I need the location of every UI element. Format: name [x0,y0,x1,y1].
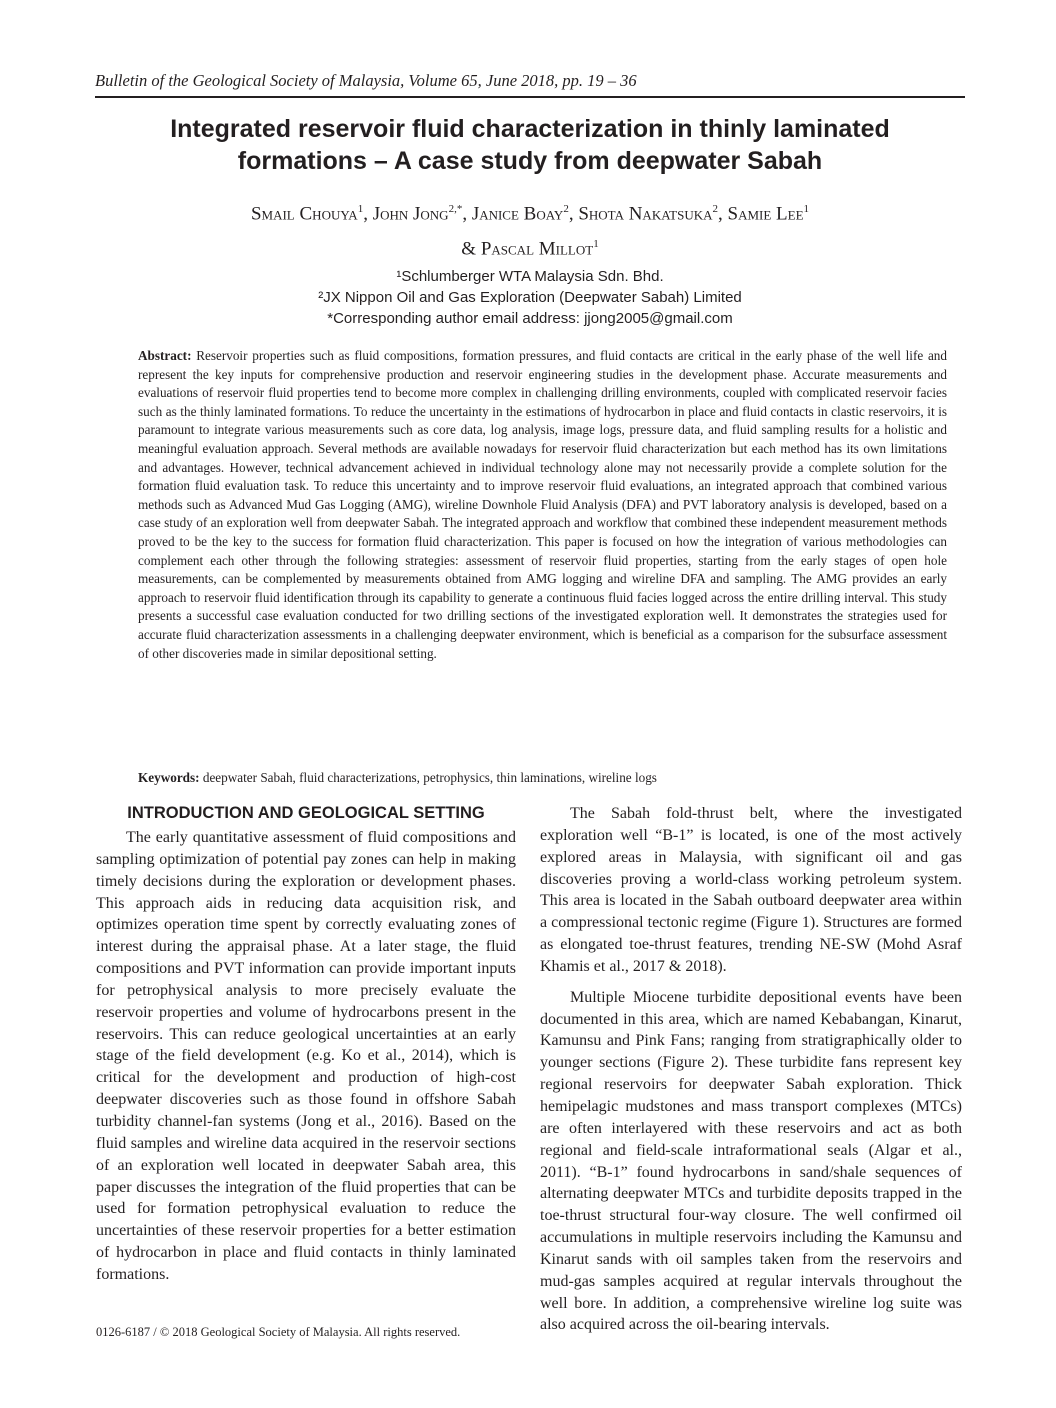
author-name: Smail Chouya [250,203,358,225]
author-separator: , [718,203,728,225]
author-affiliation-mark: 1 [593,238,599,251]
keywords-label: Keywords: [138,770,200,785]
author-name: Samie Lee [727,203,804,225]
section-heading-introduction: INTRODUCTION AND GEOLOGICAL SETTING [127,804,485,822]
author-separator: , [363,203,373,225]
paper-title [110,113,950,177]
author-affiliation-mark: 2,* [448,203,463,215]
journal-header: Bulletin of the Geological Society of Malaysia, Volume 65, June 2018, pp. 19 – 36 [95,71,637,90]
keywords-text: deepwater Sabah, fluid characterizations, petrophysics, thin laminations, wireline logs [202,770,657,785]
author-affiliation-mark: 2 [563,203,569,215]
affiliation-1: ¹Schlumberger WTA Malaysia Sdn. Bhd. [396,268,664,285]
header-rule [95,96,965,98]
geology-paragraph-1: The Sabah fold-thrust belt, where the investigated exploration well “B-1” is located, is one of the most actively explored areas in Malaysia, with significant oil and gas discoveries proving a world-class working petroleum system. This area is located in the Sabah outboard deepwater area within a compressional tectonic regime (Figure 1). Structures are formed as elongated toe-thrust features, trending NE-SW (Mohd Asraf Khamis et al., 2017 & 2018). [540,805,962,975]
affiliation-2: ²JX Nippon Oil and Gas Exploration (Deepwater Sabah) Limited [318,289,742,306]
author-affiliation-mark: 1 [803,203,810,215]
author-separator: , [568,203,579,225]
affiliations [110,266,950,329]
intro-paragraph-1: The early quantitative assessment of fluid compositions and sampling optimization of potential pay zones can help in making timely decisions during the exploration or development phases. This approach aids in reducing data acquisition risk, and optimizes operation time spent by correctly evaluating zones of interest during the appraisal phase. At a later stage, the fluid compositions and PVT information can provide important inputs for petrophysical analysis to more precisely evaluate the reservoir properties and volume of hydrocarbons present in the reservoirs. This can reduce geological uncertainties at an early stage of the field development (e.g. Ko et al., 2014), which is critical for the development and production of high-cost deepwater discoveries such as those found in offshore Sabah turbidity channel-fan systems (Jong et al., 2016). Based on the fluid samples and wireline data acquired in the reservoir sections of an exploration well located in deepwater Sabah area, this paper discusses the integration of the fluid properties that can be used for formation petrophysical evaluation to reduce the uncertainties of these reservoir properties for a better estimation of hydrocarbon in place and fluid contacts in thinly laminated formations. [96,829,516,1283]
author-name: John Jong [372,203,449,225]
left-column [96,803,516,1286]
author-line-1 [110,194,950,229]
author-name: Janice Boay [471,203,564,225]
abstract [138,347,947,663]
author-affiliation-mark: 2 [712,203,718,215]
author-line-2 [110,229,950,264]
title-line-1: Integrated reservoir fluid characterization in thinly laminated [170,115,890,143]
author-list [110,194,950,265]
abstract-text: Reservoir properties such as fluid compositions, formation pressures, and fluid contacts are critical in the early phase of the well life and represent the key inputs for comprehensive production and reservoir engineering studies in the development phase. Accurate measurements and evaluations of reservoir fluid properties tend to become more complex in challenging drilling environments, coupled with complicated reservoir facies such as the thinly laminated formations. To reduce the uncertainty in the estimations of hydrocarbon in place and fluid contacts in clastic reservoirs, it is paramount to integrate various measurements such as core data, log analysis, image logs, pressure data, and fluid sampling results for a holistic and meaningful evaluation approach. Several methods are available nowadays for reservoir fluid characterization but each method has its own limitations and advantages. However, technical advancement achieved in individual technology alone may not necessarily provide a complete solution for the formation fluid evaluation task. To reduce this uncertainty and to improve reservoir fluid evaluations, an integrated approach that combined various methods such as Advanced Mud Gas Logging (AMG), wireline Downhole Fluid Analysis (DFA) and PVT laboratory analysis is developed, based on a case study of an exploration well from deepwater Sabah. The integrated approach and workflow that combined these independent measurement methods proved to be the key to the success for formation fluid characterization. This paper is focused on how the integration of various methodologies can complement each other through the following strategies: assessment of reservoir fluid properties, starting from the early stages of open hole measurements, can be complemented by measurements obtained from AMG logging and wireline DFA and sampling. The AMG provides an early approach to reservoir fluid identification through its capability to generate a continuous fluid facies logged across the entire drilling interval. This study presents a successful case evaluation conducted for two drilling sections of the investigated exploration well. It demonstrates the strategies used for accurate fluid characterization assessments in a challenging deepwater environment, which is beneficial as a comparison for the subsurface assessment of other discoveries made in similar depositional setting. [138,348,947,661]
right-column [540,803,962,1336]
author-name: Shota Nakatsuka [578,203,713,225]
keywords [138,769,947,787]
geology-paragraph-2: Multiple Miocene turbidite depositional events have been documented in this area, which are named Kebabangan, Kinarut, Kamunsu and Pink Fans; ranging from stratigraphically older to younger sections (Figure 2). These turbidite fans represent key regional reservoirs for deepwater Sabah exploration. Thick hemipelagic mudstones and mass transport complexes (MTCs) are often interlayered with these reservoirs and act as both regional and field-scale intraformational seals (Algar et al., 2011). “B-1” found hydrocarbons in sand/shale sequences of alternating deepwater MTCs and turbidite deposits trapped in the toe-thrust structural four-way closure. The well confirmed oil accumulations in multiple reservoirs including the Kamunsu and Kinarut sands with oil samples taken from the reservoirs and mud-gas samples acquired at regular intervals throughout the well bore. In addition, a comprehensive wireline log suite was also acquired across the oil-bearing intervals. [540,988,962,1334]
copyright-notice: 0126-6187 / © 2018 Geological Society of Malaysia. All rights reserved. [96,1325,461,1339]
title-line-2: formations – A case study from deepwater Sabah [237,147,823,175]
author-separator: , [462,203,472,225]
author-affiliation-mark: 1 [357,203,364,215]
author-joiner: & [461,238,481,260]
corresponding-author: *Corresponding author email address: jjong2005@gmail.com [327,310,733,327]
author-name: Pascal Millot [480,238,594,260]
abstract-label: Abstract: [138,348,192,363]
